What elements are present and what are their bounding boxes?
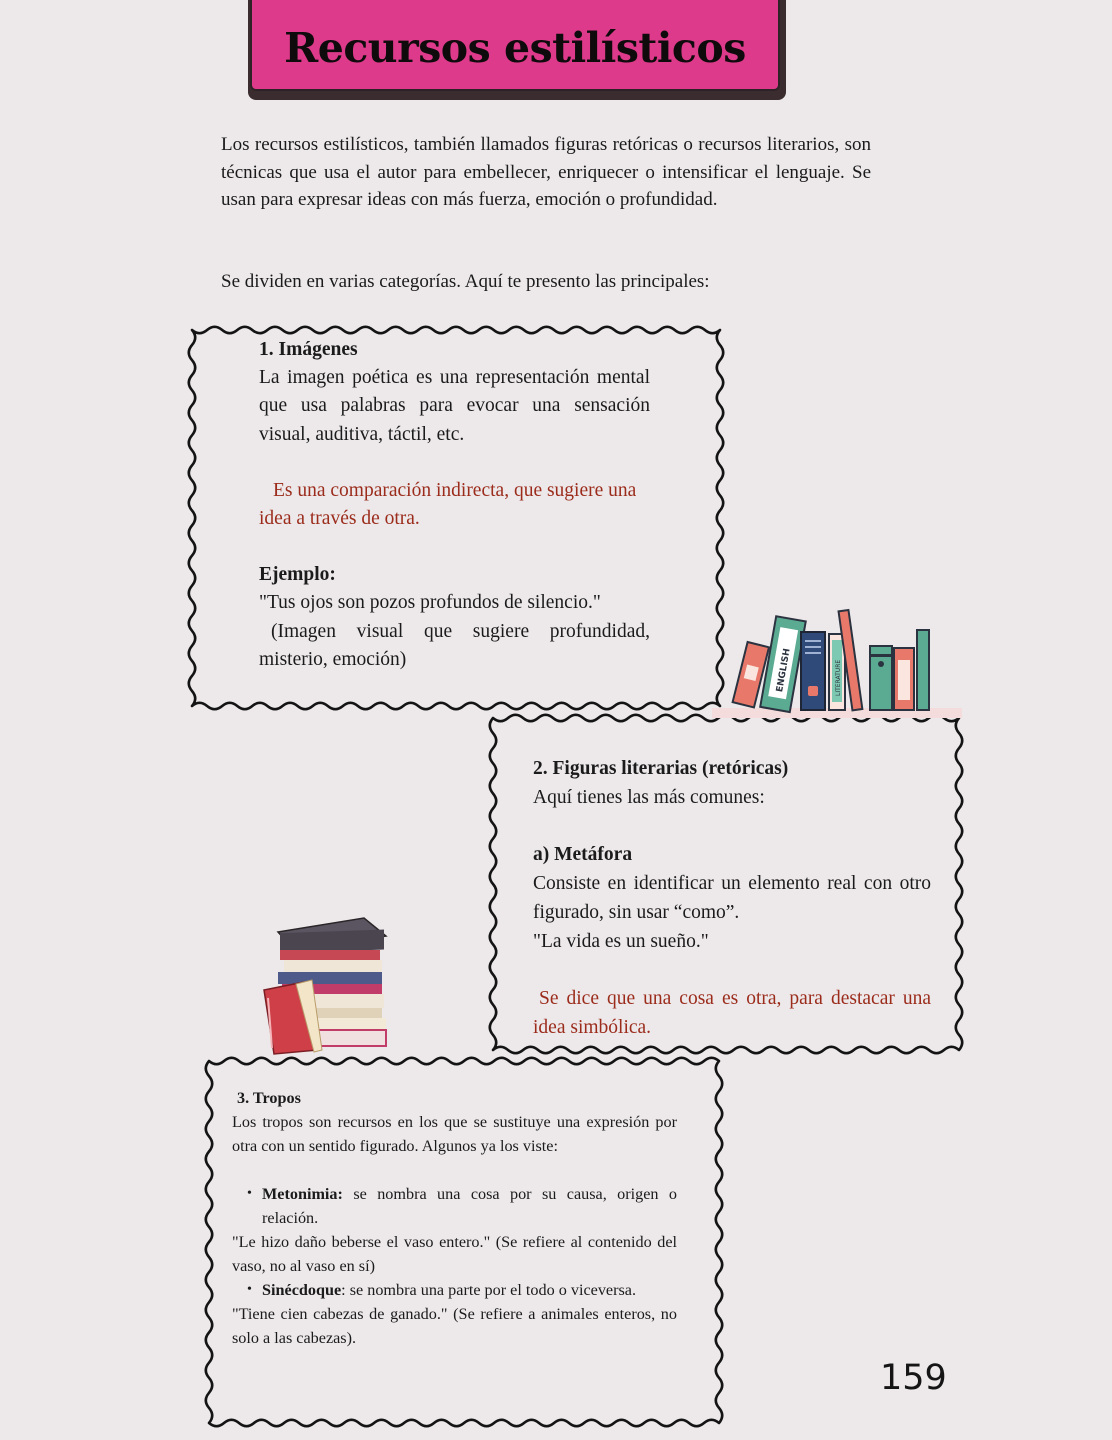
subsection-heading: a) Metáfora (533, 844, 633, 866)
book-teal (870, 646, 892, 710)
book-english (760, 616, 806, 712)
book-green-thin (917, 630, 929, 710)
section-intro: Aquí tienes las más comunes: (533, 786, 765, 808)
section-heading: 2. Figuras literarias (retóricas) (533, 758, 789, 779)
example-quote: "Le hizo daño beberse el vaso entero." (Se refiere al contenido del vaso, no al vaso en sí) (232, 1233, 677, 1275)
section-definition: La imagen poética es una representación mental que usa palabras para evocar una sensación visual, auditiva, táctil, etc. (259, 367, 650, 445)
term-label: Sinécdoque (262, 1281, 342, 1299)
section-figuras (533, 755, 931, 1043)
page-number: 159 (880, 1358, 947, 1398)
intro-paragraph: Los recursos estilísticos, también llamados figuras retóricas o recursos literarios, son técnicas que usa el autor para embellecer, enriquecer o intensificar el lenguaje. Se usan para expresar ideas con más fuerza, emoción o profundidad. (221, 134, 871, 210)
example-label: Ejemplo: (259, 564, 336, 586)
book-stack-illustration (256, 914, 392, 1056)
section-imagenes (259, 336, 650, 674)
book-navy (801, 632, 825, 710)
spine-label-literature: LITERATURE (835, 659, 842, 696)
section-heading: 1. Imágenes (259, 339, 358, 360)
list-item-metonimia (232, 1182, 677, 1230)
bookshelf-illustration (712, 604, 966, 722)
list-item-sinecdoque (232, 1278, 677, 1302)
example-quote: "Tus ojos son pozos profundos de silencio." (259, 592, 601, 614)
section-heading: 3. Tropos (237, 1089, 301, 1107)
section-definition: Los tropos son recursos en los que se sustituye una expresión por otra con un sentido figurado. Algunos ya los viste: (232, 1113, 677, 1155)
term-description: : se nombra una parte por el todo o viceversa. (341, 1281, 637, 1299)
page-title: Recursos estilísticos (284, 24, 746, 72)
term-label: Metonimia: (262, 1185, 343, 1203)
book-coral-right (894, 648, 914, 710)
intro-categories: Se dividen en varias categorías. Aquí te presento las principales: (221, 271, 710, 292)
example-note: (Imagen visual que sugiere profundidad, misterio, emoción) (259, 620, 650, 670)
section-tropos (232, 1086, 677, 1350)
highlight-text: Es una comparación indirecta, que sugiere una idea a través de otra. (259, 479, 637, 530)
spine-label-english: ENGLISH (775, 647, 793, 693)
term-description: se nombra una cosa por su causa, origen o relación. (262, 1185, 677, 1227)
title-banner-box (250, 0, 780, 91)
section-definition: Consiste en identificar un elemento real con otro figurado, sin usar “como”. (533, 873, 931, 923)
title-banner (248, 0, 788, 102)
example-quote: "Tiene cien cabezas de ganado." (Se refiere a animales enteros, no solo a las cabezas). (232, 1305, 677, 1347)
example-quote: "La vida es un sueño." (533, 930, 709, 952)
highlight-text: Se dice que una cosa es otra, para destacar una idea simbólica. (533, 988, 931, 1039)
